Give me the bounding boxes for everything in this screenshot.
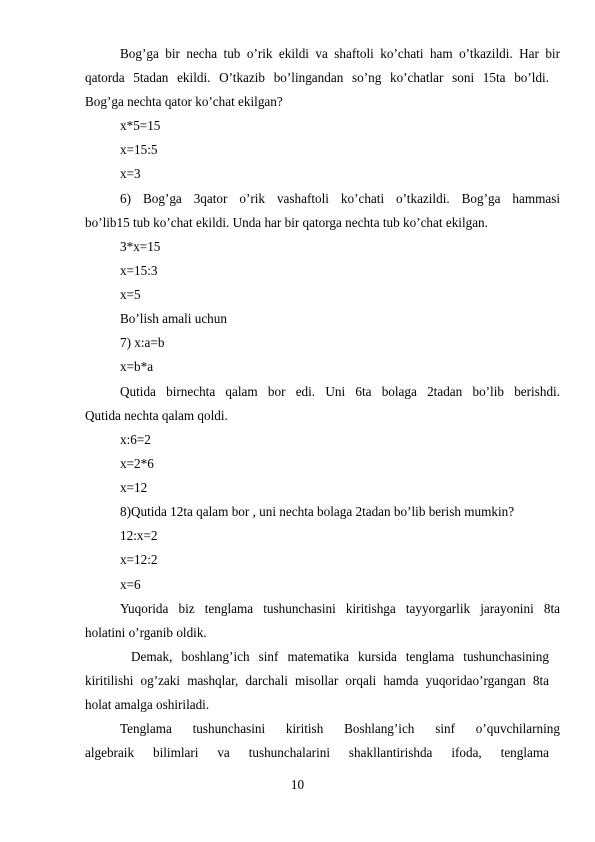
text-line: Qutida nechta qalam qoldi. — [85, 408, 228, 423]
text-line: kiritilishi og’zaki mashqlar, darchali misollar orqali hamda yuqoridao’rgangan 8ta — [85, 673, 549, 688]
equation-line: x=2*6 — [120, 456, 154, 471]
text-line: Bog’ga bir necha tub o’rik ekildi va shaftoli ko’chati ham o’tkazildi. Har bir — [120, 46, 560, 61]
equation-line: 7) x:a=b — [120, 335, 165, 350]
equation-line: x=b*a — [120, 359, 154, 374]
equation-line: x:6=2 — [120, 432, 151, 447]
equation-line: x=5 — [120, 287, 141, 302]
text-line: algebraik bilimlari va tushunchalarini shakllantirishda ifoda, tenglama — [85, 745, 549, 760]
text-line: Tenglama tushunchasini kiritish Boshlang’ich sinf o’quvchilarning — [120, 721, 560, 736]
text-line: Qutida birnechta qalam bor edi. Uni 6ta bolaga 2tadan bo’lib berishdi. — [120, 384, 560, 399]
equation-line: x=3 — [120, 166, 141, 181]
section-label: Bo’lish amali uchun — [120, 311, 227, 326]
equation-line: x=15:3 — [120, 263, 158, 278]
equation-line: x=15:5 — [120, 142, 158, 157]
text-line: holatini o’rganib oldik. — [85, 625, 207, 640]
text-line: holat amalga oshiriladi. — [85, 697, 210, 712]
equation-line: 12:x=2 — [120, 528, 158, 543]
text-line: 8)Qutida 12ta qalam bor , uni nechta bolaga 2tadan bo’lib berish mumkin? — [120, 504, 515, 519]
page-number: 10 — [290, 777, 305, 792]
text-line: qatorda 5tadan ekildi. O’tkazib bo’lingandan so’ng ko’chatlar soni 15ta bo’ldi. — [85, 70, 549, 85]
text-line: Demak, boshlang’ich sinf matematika kursida tenglama tushunchasining — [131, 649, 549, 664]
text-line: Bog’ga nechta qator ko’chat ekilgan? — [85, 94, 283, 109]
equation-line: x*5=15 — [120, 118, 161, 133]
text-line: bo’lib15 tub ko’chat ekildi. Unda har bir qatorga nechta tub ko’chat ekilgan. — [85, 215, 488, 230]
equation-line: x=12 — [120, 480, 148, 495]
equation-line: x=12:2 — [120, 552, 158, 567]
text-line: 6) Bog’ga 3qator o’rik vashaftoli ko’chati o’tkazildi. Bog’ga hammasi — [120, 191, 560, 206]
text-line: Yuqorida biz tenglama tushunchasini kiritishga tayyorgarlik jarayonini 8ta — [120, 601, 560, 616]
equation-line: 3*x=15 — [120, 239, 161, 254]
equation-line: x=6 — [120, 577, 141, 592]
